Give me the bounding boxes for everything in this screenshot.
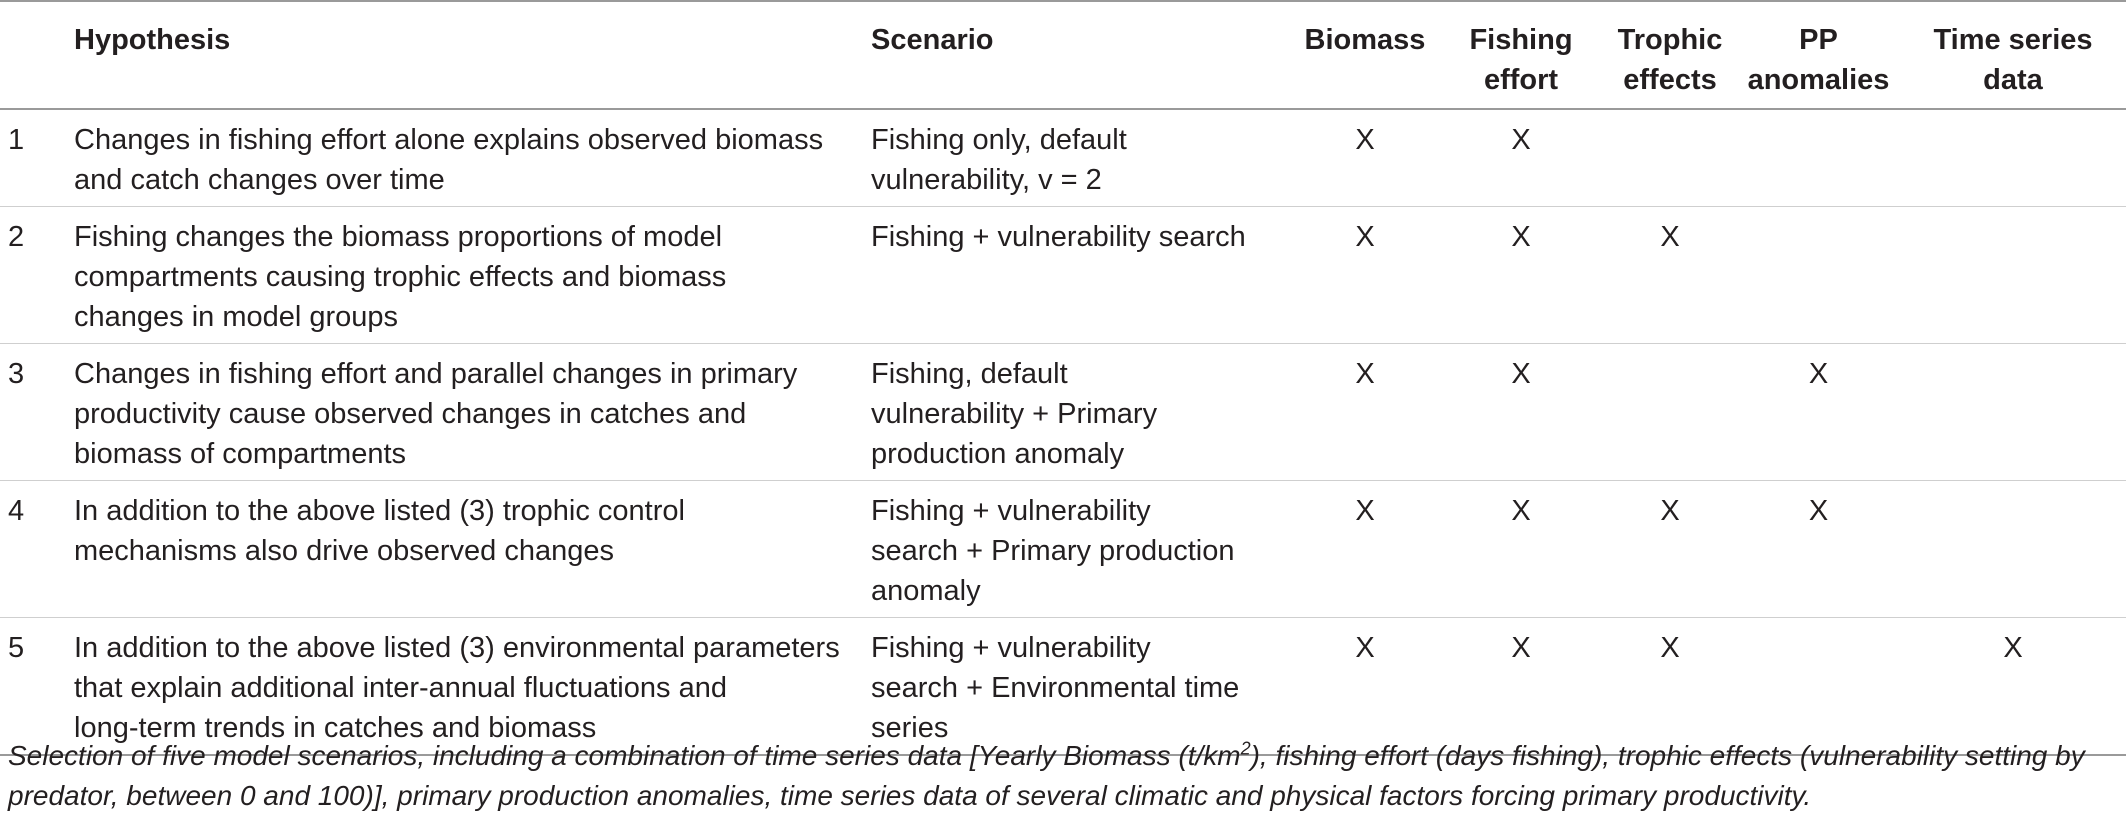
scenario-cell bbox=[871, 344, 1291, 481]
fishing-effort-mark: X bbox=[1511, 358, 1531, 390]
table-header bbox=[0, 1, 2126, 109]
header-biomass: Biomass bbox=[1304, 24, 1426, 56]
caption-superscript: 2 bbox=[1240, 738, 1251, 759]
header-pp-anomalies-line: PP bbox=[1799, 24, 1838, 56]
header-pp-anomalies-line: anomalies bbox=[1747, 64, 1890, 96]
caption-text-part1: Selection of five model scenarios, including a combination of time series data [Yearly Biomass (t/km bbox=[8, 740, 1241, 771]
time-series-mark bbox=[1900, 344, 2126, 481]
header-pp-anomalies bbox=[1737, 1, 1900, 109]
biomass-mark: X bbox=[1355, 358, 1375, 390]
pp-anomalies-mark bbox=[1737, 618, 1900, 756]
scenario-line: Fishing + vulnerability search bbox=[871, 221, 1246, 253]
header-trophic-effects-line: Trophic bbox=[1617, 24, 1723, 56]
table-row bbox=[0, 207, 2126, 344]
hypothesis-line: and catch changes over time bbox=[74, 164, 445, 196]
row-number: 1 bbox=[8, 124, 25, 156]
biomass-mark: X bbox=[1355, 221, 1375, 253]
row-number: 3 bbox=[8, 358, 25, 390]
hypothesis-line: In addition to the above listed (3) environmental parameters bbox=[74, 632, 840, 664]
fishing-effort-mark: X bbox=[1511, 221, 1531, 253]
trophic-effects-mark: X bbox=[1660, 495, 1680, 527]
fishing-effort-mark: X bbox=[1511, 632, 1531, 664]
table-caption bbox=[8, 736, 2118, 816]
hypothesis-line: productivity cause observed changes in catches and bbox=[74, 398, 747, 430]
table-row bbox=[0, 109, 2126, 207]
row-number: 5 bbox=[8, 632, 25, 664]
header-row bbox=[0, 1, 2126, 109]
time-series-mark bbox=[1900, 207, 2126, 344]
scenario-cell bbox=[871, 618, 1291, 756]
biomass-mark: X bbox=[1355, 495, 1375, 527]
header-time-series-line: data bbox=[1983, 64, 2043, 96]
row-number: 2 bbox=[8, 221, 25, 253]
scenario-line: vulnerability + Primary bbox=[871, 398, 1158, 430]
header-trophic-effects-line: effects bbox=[1623, 64, 1717, 96]
header-scenario: Scenario bbox=[871, 24, 994, 56]
hypothesis-line: In addition to the above listed (3) trophic control bbox=[74, 495, 685, 527]
pp-anomalies-mark: X bbox=[1808, 495, 1829, 527]
caption-text-part2: ), fishing effort (days fishing), trophic effects (vulnerability setting by predator, between 0 and 100)], primary production anomalies, time series data of several climatic and physical factors forcing primary productivity. bbox=[8, 740, 2085, 811]
scenario-cell bbox=[871, 207, 1291, 344]
table-row bbox=[0, 481, 2126, 618]
header-time-series bbox=[1900, 1, 2126, 109]
hypothesis-cell bbox=[74, 618, 871, 756]
header-fishing-effort bbox=[1439, 1, 1603, 109]
hypothesis-cell bbox=[74, 207, 871, 344]
fishing-effort-mark: X bbox=[1511, 495, 1531, 527]
pp-anomalies-mark bbox=[1737, 109, 1900, 207]
header-num bbox=[0, 1, 74, 109]
trophic-effects-mark: X bbox=[1660, 221, 1680, 253]
hypothesis-cell bbox=[74, 481, 871, 618]
hypothesis-cell bbox=[74, 344, 871, 481]
scenario-line: anomaly bbox=[871, 575, 981, 607]
scenario-line: Fishing + vulnerability bbox=[871, 495, 1151, 527]
trophic-effects-mark: X bbox=[1660, 632, 1680, 664]
hypothesis-line: mechanisms also drive observed changes bbox=[74, 535, 614, 567]
scenario-line: search + Primary production bbox=[871, 535, 1235, 567]
hypothesis-line: Changes in fishing effort alone explains observed biomass bbox=[74, 124, 824, 156]
table-row bbox=[0, 344, 2126, 481]
scenario-cell bbox=[871, 481, 1291, 618]
table-row bbox=[0, 618, 2126, 756]
scenario-line: search + Environmental time bbox=[871, 672, 1240, 704]
header-time-series-line: Time series bbox=[1933, 24, 2093, 56]
biomass-mark: X bbox=[1355, 632, 1375, 664]
hypothesis-line: biomass of compartments bbox=[74, 438, 407, 470]
hypothesis-line: that explain additional inter-annual fluctuations and bbox=[74, 672, 727, 704]
hypothesis-line: Fishing changes the biomass proportions of model bbox=[74, 221, 723, 253]
scenario-line: Fishing, default bbox=[871, 358, 1068, 390]
scenario-line: Fishing + vulnerability bbox=[871, 632, 1151, 664]
time-series-mark bbox=[1900, 481, 2126, 618]
scenario-line: Fishing only, default bbox=[871, 124, 1127, 156]
trophic-effects-mark bbox=[1603, 344, 1737, 481]
trophic-effects-mark bbox=[1603, 109, 1737, 207]
hypothesis-cell bbox=[74, 109, 871, 207]
hypothesis-line: compartments causing trophic effects and biomass bbox=[74, 261, 727, 293]
scenario-line: series bbox=[871, 712, 949, 744]
scenario-cell bbox=[871, 109, 1291, 207]
row-number: 4 bbox=[8, 495, 25, 527]
fishing-effort-mark: X bbox=[1511, 124, 1531, 156]
pp-anomalies-mark: X bbox=[1808, 358, 1829, 390]
scenario-line: vulnerability, v = 2 bbox=[871, 164, 1102, 196]
header-trophic-effects bbox=[1603, 1, 1737, 109]
header-fishing-effort-line: effort bbox=[1483, 64, 1559, 96]
time-series-mark bbox=[1900, 109, 2126, 207]
header-fishing-effort-line: Fishing bbox=[1469, 24, 1573, 56]
hypothesis-line: changes in model groups bbox=[74, 301, 399, 333]
biomass-mark: X bbox=[1355, 124, 1375, 156]
time-series-mark: X bbox=[2003, 632, 2023, 664]
header-hypothesis: Hypothesis bbox=[74, 24, 231, 56]
hypothesis-line: Changes in fishing effort and parallel changes in primary bbox=[74, 358, 798, 390]
pp-anomalies-mark bbox=[1737, 207, 1900, 344]
scenario-line: production anomaly bbox=[871, 438, 1125, 470]
table-body bbox=[0, 109, 2126, 755]
hypothesis-line: long-term trends in catches and biomass bbox=[74, 712, 597, 744]
